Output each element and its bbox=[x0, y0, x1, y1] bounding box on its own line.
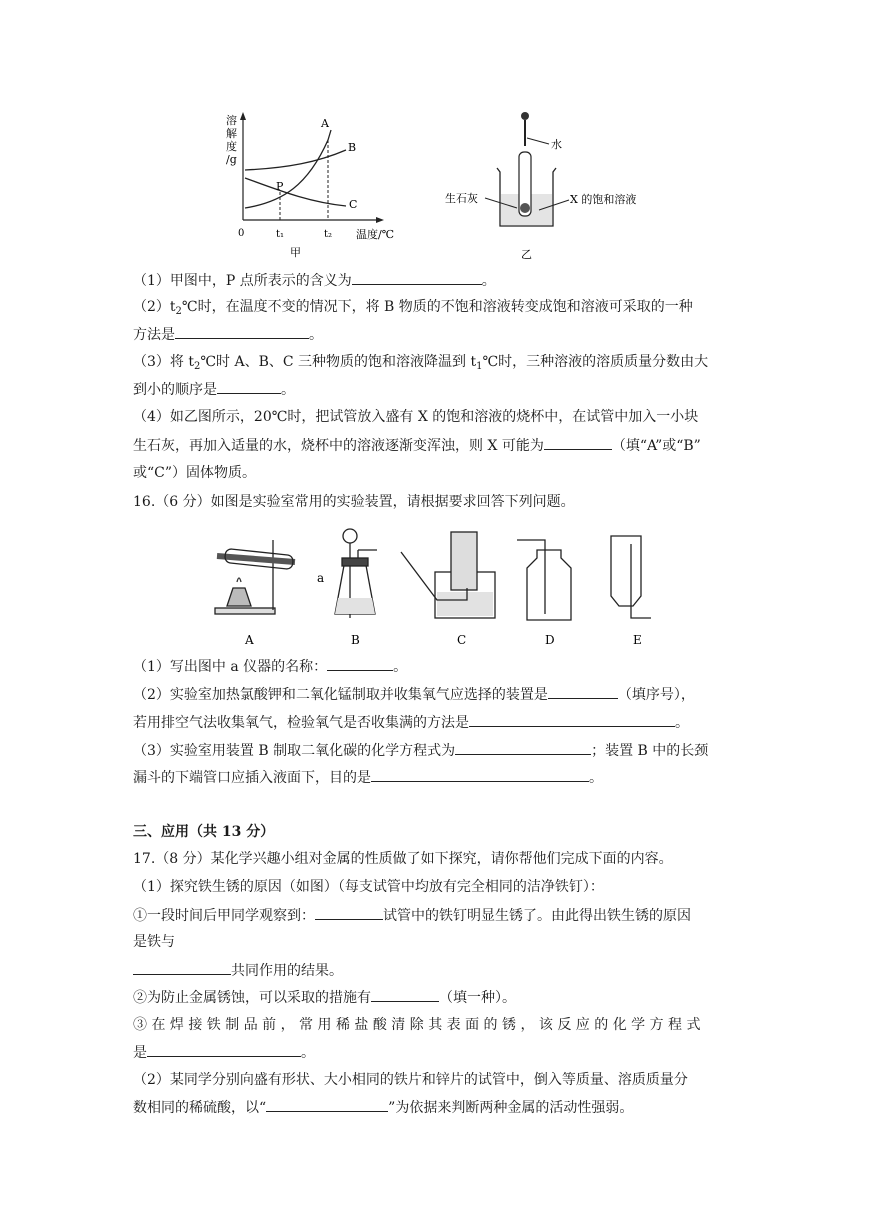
beaker-figure bbox=[445, 108, 655, 263]
answer-blank[interactable] bbox=[469, 712, 675, 727]
water-label: 水 bbox=[551, 138, 562, 151]
water-pointer bbox=[527, 138, 549, 144]
curve-c bbox=[245, 178, 346, 206]
q17-c1-line1: ①一段时间后甲同学观察到： 试管中的铁钉明显生锈了。由此得出铁生锈的原因 bbox=[133, 905, 691, 926]
q15-part1: （1）甲图中，P 点所表示的含义为 。 bbox=[133, 270, 496, 291]
q17-c2: ②为防止金属锈蚀，可以采取的措施有 （填一种）。 bbox=[133, 987, 516, 1008]
section-heading: 三、应用（共 13 分） bbox=[133, 824, 275, 840]
answer-blank[interactable] bbox=[133, 960, 231, 975]
x-axis-label: 温度/℃ bbox=[356, 228, 395, 241]
apparatus-b-label: B bbox=[351, 633, 360, 647]
answer-blank[interactable] bbox=[266, 1097, 388, 1112]
answer-blank[interactable] bbox=[455, 740, 591, 755]
label-c: C bbox=[349, 198, 358, 211]
q17-part1: （1）探究铁生锈的原因（如图）（每支试管中均放有完全相同的洁净铁钉）： bbox=[133, 879, 604, 895]
svg-text:/g: /g bbox=[226, 153, 237, 166]
q15-part2-line1: $(2)t_2℃$时，在温度不变的情况下，将 B 物质的不饱和溶液转变成饱和溶液可采取的一种 bbox=[133, 299, 693, 317]
dropper-bulb bbox=[521, 112, 529, 120]
q15-part4-line2: 生石灰，再加入适量的水，烧杯中的溶液逐渐变浑浊，则 X 可能为 （填“A”或“B” bbox=[133, 435, 701, 456]
answer-blank[interactable] bbox=[147, 1042, 301, 1057]
q17-c1-line3: 共同作用的结果。 bbox=[133, 960, 343, 981]
answer-blank[interactable] bbox=[548, 684, 618, 699]
origin-label: 0 bbox=[238, 228, 245, 239]
apparatus-b bbox=[335, 529, 377, 618]
answer-blank[interactable] bbox=[544, 435, 612, 450]
label-b: B bbox=[348, 141, 357, 154]
t2-label: t₂ bbox=[324, 229, 333, 240]
apparatus-e bbox=[611, 536, 651, 618]
caption-jia: 甲 bbox=[290, 246, 301, 259]
q17-c3-line2: 是 。 bbox=[133, 1042, 315, 1063]
answer-blank[interactable] bbox=[371, 987, 439, 1002]
q17-title: 17.（8 分）某化学兴趣小组对金属的性质做了如下探究，请你帮他们完成下面的内容。 bbox=[133, 851, 673, 867]
q16-title: 16.（6 分）如图是实验室常用的实验装置，请根据要求回答下列问题。 bbox=[133, 494, 575, 510]
answer-blank[interactable] bbox=[371, 767, 589, 782]
q16-part1: （1）写出图中 a 仪器的名称： 。 bbox=[133, 656, 407, 677]
answer-blank[interactable] bbox=[327, 656, 393, 671]
label-a: A bbox=[321, 117, 329, 130]
svg-text:解: 解 bbox=[226, 127, 237, 140]
q15-part3-line1: （3）将 $t_2℃$时 A、B、C 三种物质的饱和溶液降温到 $t_1℃$时，三种溶液的溶质质量分数由大 bbox=[133, 354, 709, 372]
quicklime-lump bbox=[520, 203, 530, 213]
q17-c3-line1: ③ 在 焊 接 铁 制 品 前 ， 常 用 稀 盐 酸 清 除 其 表 面 的 锈 ， 该 反 应 的 化 学 方 程 式 bbox=[133, 1017, 701, 1033]
q17-part2-line2: 数相同的稀硫酸，以“ ”为依据来判断两种金属的活动性强弱。 bbox=[133, 1097, 633, 1118]
svg-text:度: 度 bbox=[226, 140, 237, 153]
y-axis-arrow bbox=[240, 112, 246, 120]
y-axis-label bbox=[226, 113, 237, 166]
apparatus-figure bbox=[205, 522, 655, 652]
caption-yi: 乙 bbox=[521, 248, 532, 261]
apparatus-d bbox=[517, 540, 571, 620]
curve-b bbox=[245, 150, 346, 170]
q15-part4-line3: 或“C”）固体物质。 bbox=[133, 465, 257, 481]
answer-blank[interactable] bbox=[352, 270, 482, 285]
q16-part3-line2: 漏斗的下端管口应插入液面下，目的是 。 bbox=[133, 767, 603, 788]
q15-part2-line2: 方法是 。 bbox=[133, 324, 323, 345]
solubility-figure bbox=[218, 110, 398, 260]
q16-part2-line1: （2）实验室加热氯酸钾和二氧化锰制取并收集氧气应选择的装置是 （填序号）， bbox=[133, 684, 695, 705]
a-label: a bbox=[317, 571, 325, 585]
label-p: P bbox=[276, 180, 284, 193]
q15-part3-line2: 到小的顺序是 。 bbox=[133, 379, 295, 400]
q17-part2-line1: （2）某同学分别向盛有形状、大小相同的铁片和锌片的试管中，倒入等质量、溶质质量分 bbox=[133, 1072, 688, 1088]
apparatus-a bbox=[215, 540, 295, 614]
answer-blank[interactable] bbox=[315, 905, 383, 920]
answer-blank[interactable] bbox=[217, 379, 281, 394]
q16-part2-line2: 若用排空气法收集氧气，检验氧气是否收集满的方法是 。 bbox=[133, 712, 689, 733]
apparatus-c-label: C bbox=[457, 633, 467, 647]
apparatus-c bbox=[401, 532, 495, 618]
t1-label: t₁ bbox=[276, 229, 285, 240]
apparatus-d-label: D bbox=[545, 633, 555, 647]
solution-label: X 的饱和溶液 bbox=[570, 193, 637, 206]
apparatus-e-label: E bbox=[633, 633, 642, 647]
lime-label: 生石灰 bbox=[445, 192, 478, 205]
svg-text:溶: 溶 bbox=[226, 114, 237, 127]
q15-part4-line1: （4）如乙图所示，20℃时，把试管放入盛有 X 的饱和溶液的烧杯中，在试管中加入一小块 bbox=[133, 409, 699, 425]
apparatus-a-label: A bbox=[245, 633, 254, 647]
answer-blank[interactable] bbox=[175, 324, 309, 339]
q16-part3-line1: （3）实验室用装置 B 制取二氧化碳的化学方程式为 ；装置 B 中的长颈 bbox=[133, 740, 708, 761]
q17-c1-line2: 是铁与 bbox=[133, 934, 175, 950]
x-axis-arrow bbox=[376, 217, 384, 223]
